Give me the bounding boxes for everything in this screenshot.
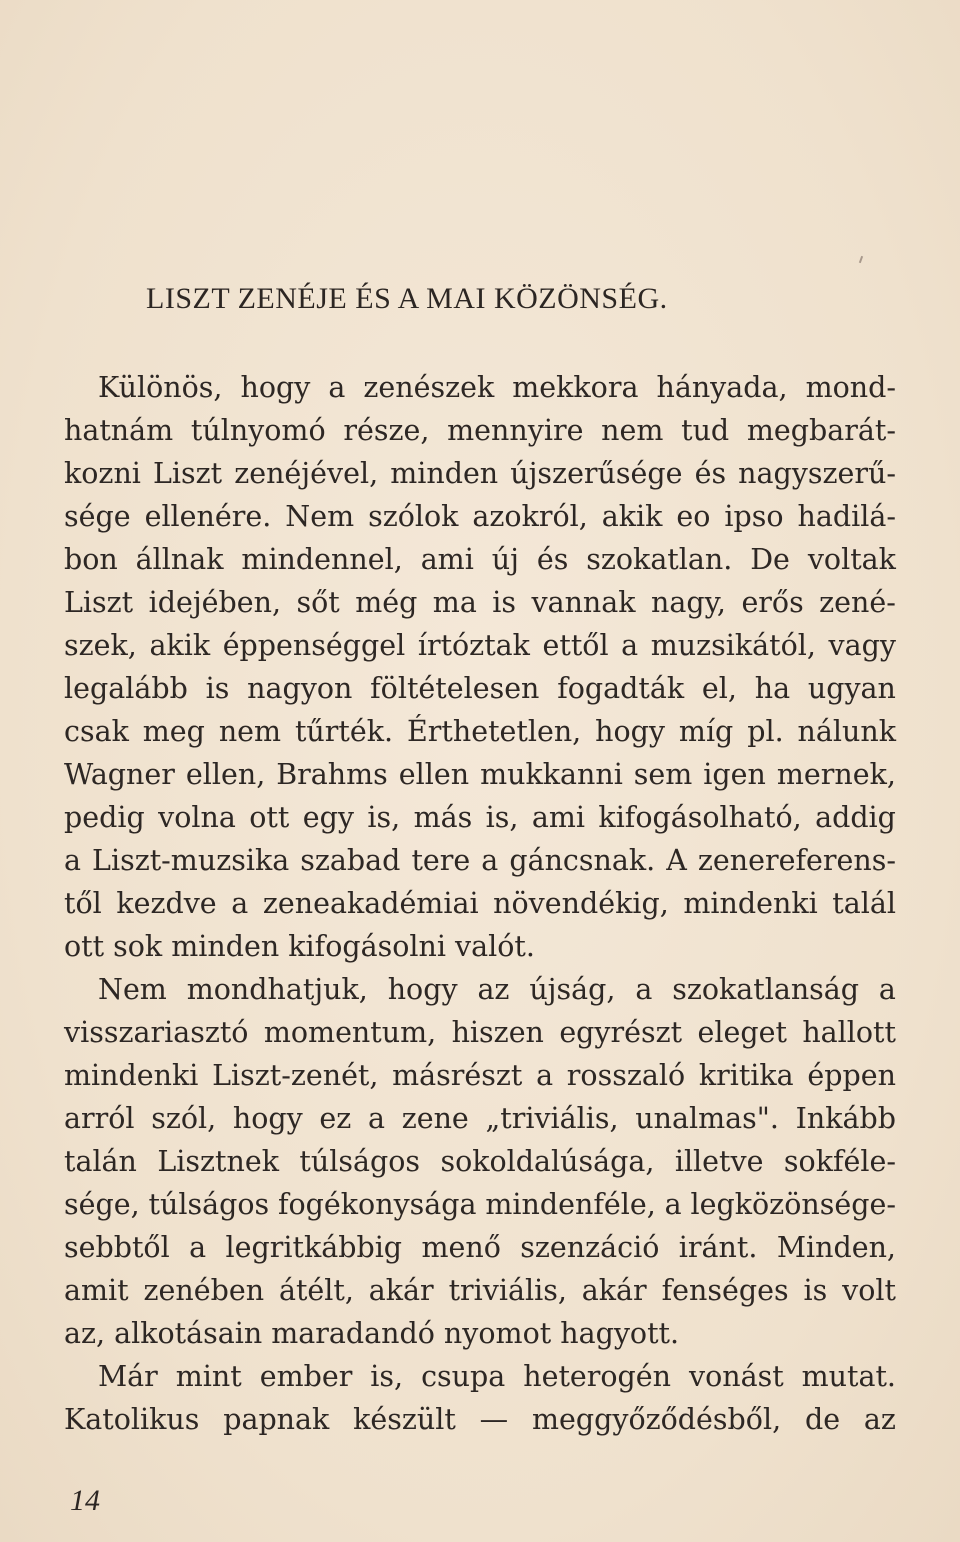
text-line: visszariasztó momentum, hiszen egyrészt eleget hallott	[64, 1016, 896, 1049]
body-text	[64, 366, 896, 1441]
text-line: hatnám túlnyomó része, mennyire nem tud megbarát-	[64, 414, 896, 447]
text-line: Különös, hogy a zenészek mekkora hányada, mond-	[98, 371, 896, 404]
text-line: Már mint ember is, csupa heterogén vonást mutat.	[98, 1360, 896, 1393]
text-line: amit zenében átélt, akár triviális, akár fenséges is volt	[64, 1274, 896, 1307]
text-line: pedig volna ott egy is, más is, ami kifogásolható, addig	[64, 801, 896, 834]
text-line: arról szól, hogy ez a zene „triviális, unalmas". Inkább	[64, 1102, 896, 1135]
text-line: bon állnak mindennel, ami új és szokatlan. De voltak	[64, 543, 896, 576]
text-line: től kezdve a zeneakadémiai növendékig, mindenki talál	[64, 887, 896, 920]
text-line: csak meg nem tűrték. Érthetetlen, hogy míg pl. nálunk	[64, 715, 896, 748]
text-line: legalább is nagyon föltételesen fogadták el, ha ugyan	[64, 672, 896, 705]
text-line: szek, akik éppenséggel írtóztak ettől a muzsikától, vagy	[64, 629, 896, 662]
page-number: 14	[70, 1484, 100, 1517]
text-line: Wagner ellen, Brahms ellen mukkanni sem igen mernek,	[64, 758, 896, 791]
text-line: ott sok minden kifogásolni valót.	[64, 930, 535, 963]
text-line: sége ellenére. Nem szólok azokról, akik eo ipso hadilá-	[64, 500, 896, 533]
text-line: az, alkotásain maradandó nyomot hagyott.	[64, 1317, 680, 1350]
text-line: a Liszt-muzsika szabad tere a gáncsnak. A zenereferens-	[64, 844, 896, 877]
text-line: sége, túlságos fogékonysága mindenféle, a legközönsége-	[64, 1188, 896, 1221]
text-line: talán Lisztnek túlságos sokoldalúsága, illetve sokféle-	[64, 1145, 896, 1178]
text-line: mindenki Liszt-zenét, másrészt a rosszaló kritika éppen	[64, 1059, 896, 1092]
ink-speck	[859, 256, 863, 263]
text-line: sebbtől a legritkábbig menő szenzáció iránt. Minden,	[64, 1231, 896, 1264]
text-line: Katolikus papnak készült — meggyőződésből, de az	[64, 1403, 896, 1436]
text-line: Liszt idejében, sőt még ma is vannak nagy, erős zené-	[64, 586, 896, 619]
text-line: kozni Liszt zenéjével, minden újszerűsége és nagyszerű-	[64, 457, 896, 490]
text-line: Nem mondhatjuk, hogy az újság, a szokatlanság a	[98, 973, 896, 1006]
chapter-title: LISZT ZENÉJE ÉS A MAI KÖZÖNSÉG.	[146, 282, 668, 315]
